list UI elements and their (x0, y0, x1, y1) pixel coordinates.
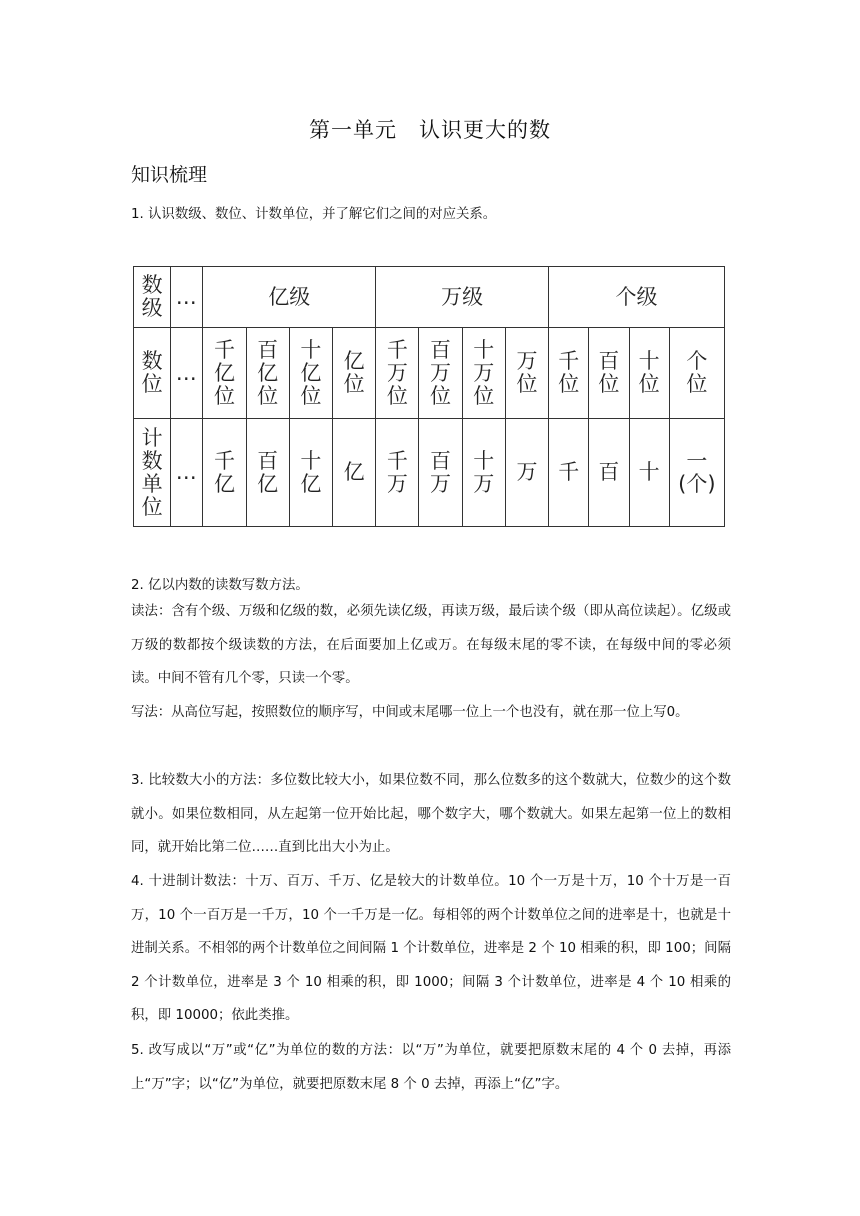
unit-cell: 亿 (333, 419, 376, 527)
place-cell: 个位 (669, 328, 724, 419)
place-cell: 亿位 (333, 328, 376, 419)
unit-cell: 百万 (419, 419, 462, 527)
place-cell: 十位 (629, 328, 669, 419)
level-cell: 亿级 (203, 267, 376, 328)
unit-cell: 十亿 (289, 419, 332, 527)
item-1-text: 1. 认识数级、数位、计数单位，并了解它们之间的对应关系。 (131, 207, 497, 222)
row-header-levels: 数级 (134, 267, 171, 328)
unit-cell: 十 (629, 419, 669, 527)
place-cell: 十万位 (462, 328, 505, 419)
place-cell: 千亿位 (203, 328, 246, 419)
unit-cell: 千亿 (203, 419, 246, 527)
unit-cell: 千万 (376, 419, 419, 527)
item-4-text: 4. 十进制计数法：十万、百万、千万、亿是较大的计数单位。10 个一万是十万，10 个十万是一百万，10 个一百万是一千万，10 个一千万是一亿。每相邻的两个计数单位之间的进率是十，也就是十进制关系。不相邻的两个计数单位之间间隔 1 个计数单位，进率是 2 个 10 相乘的积，即 100；间隔 2 个计数单位，进率是 3 个 10 相乘的积，即 1000；间隔 3 个计数单位，进率是 4 个 10 相乘的积，即 10000；依此类推。 (131, 874, 731, 1023)
read-rule-text: 读法：含有个级、万级和亿级的数，必须先读亿级，再读万级，最后读个级（即从高位读起）。亿级或万级的数都按个级读数的方法，在后面要加上亿或万。在每级末尾的零不读，在每级中间的零必须读。中间不管有几个零，只读一个零。 (131, 604, 731, 686)
place-cell: 万位 (505, 328, 548, 419)
place-cell: 百亿位 (246, 328, 289, 419)
place-cell: 千位 (549, 328, 589, 419)
place-cell: 百位 (589, 328, 629, 419)
level-cell: 个级 (549, 267, 725, 328)
unit-cell: 百 (589, 419, 629, 527)
ellipsis-cell: … (171, 267, 203, 328)
place-value-table (133, 266, 725, 527)
level-cell: 万级 (376, 267, 549, 328)
place-cell: 千万位 (376, 328, 419, 419)
unit-cell: 万 (505, 419, 548, 527)
unit-cell: 十万 (462, 419, 505, 527)
place-cell: 十亿位 (289, 328, 332, 419)
page-title: 第一单元 认识更大的数 (309, 118, 551, 142)
place-cell: 百万位 (419, 328, 462, 419)
item-2-text: 2. 亿以内数的读数写数方法。 (131, 578, 309, 593)
item-3-text: 3. 比较数大小的方法：多位数比较大小，如果位数不同，那么位数多的这个数就大，位数少的这个数就小。如果位数相同，从左起第一位开始比起，哪个数字大，哪个数就大。如果左起第一位上的数相同，就开始比第二位……直到比出大小为止。 (131, 773, 731, 855)
row-header-units: 计数单位 (134, 419, 171, 527)
unit-cell: 千 (549, 419, 589, 527)
unit-cell-ones: 一 (个) (669, 419, 724, 527)
row-header-places: 数位 (134, 328, 171, 419)
ellipsis-cell: … (171, 419, 203, 527)
unit-cell: 百亿 (246, 419, 289, 527)
item-5-text: 5. 改写成以“万”或“亿”为单位的数的方法：以“万”为单位，就要把原数末尾的 4 个 0 去掉，再添上“万”字；以“亿”为单位，就要把原数末尾 8 个 0 去掉，再添上“亿”字。 (131, 1043, 731, 1092)
ellipsis-cell: … (171, 328, 203, 419)
section-heading: 知识梳理 (131, 164, 208, 186)
write-rule-text: 写法：从高位写起，按照数位的顺序写，中间或末尾哪一位上一个也没有，就在那一位上写0。 (131, 705, 689, 720)
